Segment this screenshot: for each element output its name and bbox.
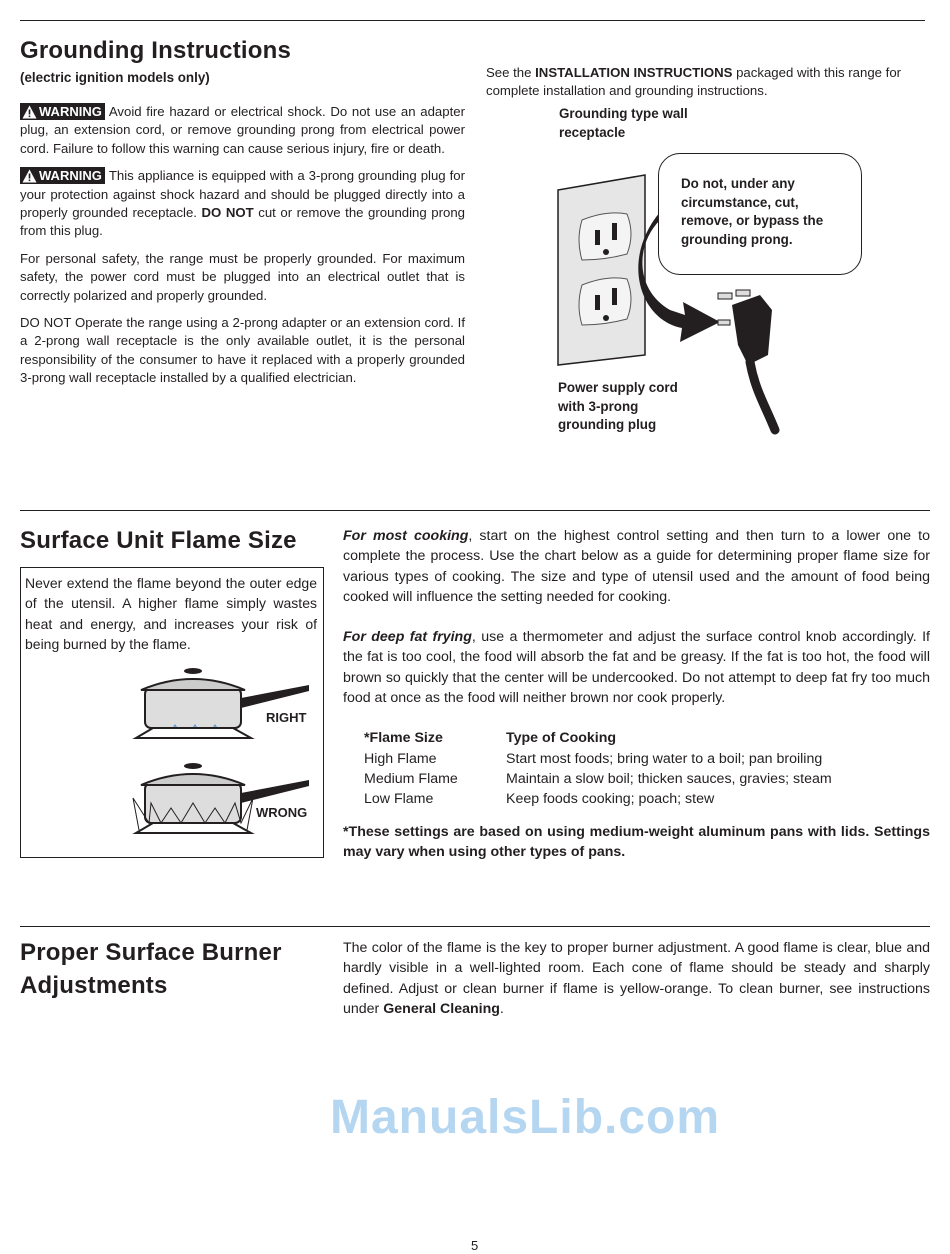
flame-text-column [343,526,930,862]
warning-triangle-icon [22,105,37,119]
table-row: Low Flame Keep foods cooking; poach; stew [364,791,715,808]
settings-note: *These settings are based on using medium-weight aluminum pans with lids. Settings may vary when using other types of pans. [343,823,930,860]
pan-illustrations [131,663,316,848]
warning-bubble: Do not, under any circumstance, cut, remove, or bypass the grounding prong. [658,153,862,275]
flame-box: Never extend the flame beyond the outer edge of the utensil. A higher flame simply wastes heat and energy, and increases your risk of being burned by the flame. RIGHT WRONG [20,567,324,858]
table-row: High Flame Start most foods; bring water to a boil; pan broiling [364,750,823,767]
flame-title: Surface Unit Flame Size [20,527,297,554]
page-number: 5 [471,1238,479,1253]
watermark: ManualsLib.com [330,1091,721,1144]
grounding-para-2: DO NOT Operate the range using a 2-prong adapter or an extension cord. If a 2-prong wall receptacle is the only available outlet, it is the personal responsibility of the consumer to have it replaced with a properly grounded 3-prong wall receptacle installed by a qualified electrician. [20,315,465,386]
section-rule [20,510,930,511]
right-pan-icon [136,668,309,738]
section-rule [20,926,930,927]
receptacle-label: Grounding type wall receptacle [559,106,688,140]
burner-para: The color of the flame is the key to proper burner adjustment. A good flame is clear, blue and hardly visible in a well-lighted room. Each cone of flame should be steady and sharply defined. Adjust or clean burner if flame is yellow-orange. To clean burner, see instructions under General Cleaning. [343,940,930,1017]
wrong-pan-icon [133,763,309,833]
table-row: Medium Flame Maintain a slow boil; thicken sauces, gravies; steam [364,770,832,787]
table-header: *Flame Size Type of Cooking [364,730,617,747]
wrong-label: WRONG [256,805,308,820]
grounding-text-column [20,103,465,397]
plug-icon [718,290,775,430]
warning-badge: WARNING [20,167,105,184]
wall-outlet-icon [558,175,645,365]
warning-1: WARNING Avoid fire hazard or electrical shock. Do not use an adapter plug, an extension cord, or remove grounding prong from electrical power cord. Failure to follow this warning can cause serious injury, fire or death. [20,104,465,156]
warning-badge: WARNING [20,103,105,120]
see-installation: See the INSTALLATION INSTRUCTIONS packaged with this range for complete installation and grounding instructions. [486,65,902,99]
cord-label: Power supply cord with 3-prong grounding plug [558,380,678,432]
grounding-subtitle: (electric ignition models only) [20,70,210,85]
most-cooking-para: For most cooking, start on the highest control setting and then turn to a lower one to complete the process. Use the chart below as a guide for determining proper flame size for various types of cooking. The size and type of utensil used and the amount of food being cooked will influence the setting needed for cooking. [343,528,930,605]
warning-triangle-icon [22,169,37,183]
top-rule [20,20,925,21]
burner-title: Proper Surface Burner Adjustments [20,939,282,999]
right-label: RIGHT [266,710,307,725]
grounding-title: Grounding Instructions [20,37,292,64]
warning-2: WARNING This appliance is equipped with a 3-prong grounding plug for your protection against shock hazard and should be plugged directly into a properly grounded receptacle. DO NOT cut or remove the grounding prong from this plug. [20,168,465,239]
deep-fry-para: For deep fat frying, use a thermometer and adjust the surface control knob accordingly. If the fat is too cool, the food will absorb the fat and be greasy. If the fat is too hot, the food will brown so quickly that the center will be undercooked. Do not attempt to deep fat fry too much food at once as the food will neither brown nor cook properly. [343,629,930,707]
flame-size-table [364,728,832,809]
grounding-para-1: For personal safety, the range must be properly grounded. For maximum safety, the power cord must be plugged into an electrical outlet that is correctly polarized and properly grounded. [20,250,465,303]
